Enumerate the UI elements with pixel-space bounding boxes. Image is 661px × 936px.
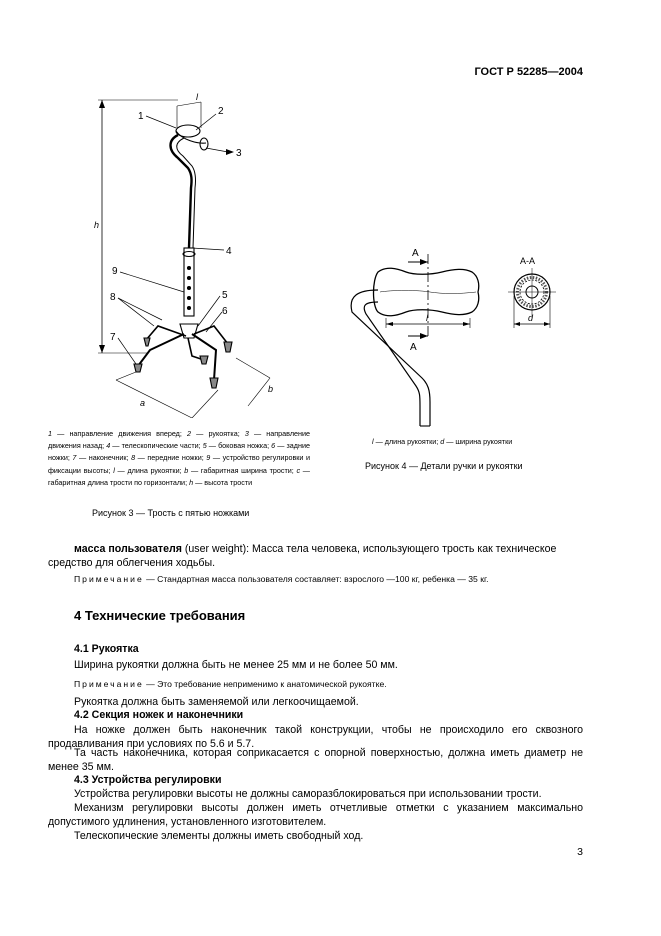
figure-4-legend: l — длина рукоятки; d — ширина рукоятки bbox=[372, 437, 513, 446]
fig3-label-9: 9 bbox=[112, 266, 118, 277]
s42-paragraph-1: На ножке должен быть наконечник такой конструкции, чтобы не происходило его сквозного продавливания при условиях по 5.6 и 5.7. bbox=[48, 724, 583, 750]
s43-paragraph-1: Устройства регулировки высоты не должны саморазблокироваться при использовании трости. bbox=[74, 788, 542, 800]
figure-3-legend bbox=[48, 428, 310, 489]
definition-paragraph: масса пользователя (user weight): Масса тела человека, использующего трость как техническое средство для облегчения ходьбы. bbox=[48, 543, 557, 569]
legend-item: l — длина рукоятки; bbox=[113, 465, 185, 475]
fig3-label-2: 2 bbox=[218, 106, 224, 117]
legend-item: 8 — передние ножки; bbox=[131, 453, 207, 463]
fig3-label-a: a bbox=[140, 398, 146, 408]
fig4-label-a-top: А bbox=[412, 248, 419, 259]
figure-3-cane-drawing bbox=[88, 88, 350, 418]
page-number: 3 bbox=[577, 846, 583, 858]
fig3-label-b: b bbox=[268, 384, 274, 394]
s41-note: Примечание — Это требование неприменимо к анатомической рукоятке. bbox=[74, 679, 387, 689]
section-4-heading: 4 Технические требования bbox=[74, 608, 246, 623]
legend-item: 2 — рукоятка; bbox=[187, 429, 245, 438]
legend-item: 9 — устройство регулировки и фиксации высоты; bbox=[48, 453, 310, 475]
legend-item: 1 — направление движения вперед; bbox=[48, 429, 188, 438]
fig3-label-3: 3 bbox=[236, 148, 242, 159]
fig3-label-l: l bbox=[196, 92, 198, 102]
legend-item: 7 — наконечник; bbox=[72, 453, 132, 463]
legend-item: 5 — боковая ножка; bbox=[202, 441, 272, 451]
s41-paragraph-1: Ширина рукоятки должна быть не менее 25 мм и не более 50 мм. bbox=[74, 659, 398, 671]
fig3-label-5: 5 bbox=[222, 290, 228, 301]
note-user-weight: Примечание — Стандартная масса пользователя составляет: взрослого —100 кг, ребенка — 35 кг. bbox=[74, 574, 489, 584]
s41-paragraph-2: Рукоятка должна быть заменяемой или легкоочищаемой. bbox=[74, 696, 359, 708]
legend-item: 4 — телескопические части; bbox=[106, 441, 203, 451]
figure-3-caption: Рисунок 3 — Трость с пятью ножками bbox=[92, 508, 250, 518]
fig4-label-section: А-А bbox=[520, 256, 536, 266]
fig3-label-h: h bbox=[94, 220, 100, 230]
s43-paragraph-3: Телескопические элементы должны иметь свободный ход. bbox=[74, 830, 364, 842]
document-number: ГОСТ Р 52285—2004 bbox=[474, 66, 583, 78]
section-4-3-heading: 4.3 Устройства регулировки bbox=[74, 774, 222, 786]
figure-4-caption: Рисунок 4 — Детали ручки и рукоятки bbox=[365, 461, 523, 471]
s42-paragraph-2: Та часть наконечника, которая соприкасается с опорной поверхностью, должна иметь диаметр не менее 35 мм. bbox=[48, 747, 583, 773]
legend-item: c — габаритная длина трости по горизонтали; bbox=[48, 465, 310, 487]
s43-paragraph-2: Механизм регулировки высоты должен иметь отчетливые отметки с указанием максимально допустимого удлинения, установленного изготовителем. bbox=[48, 802, 583, 828]
section-4-1-heading: 4.1 Рукоятка bbox=[74, 643, 139, 655]
fig4-label-d: d bbox=[528, 313, 534, 323]
legend-item: 3 — направление движения назад; bbox=[48, 429, 310, 451]
legend-item: h — высота трости bbox=[189, 477, 253, 487]
fig3-label-8: 8 bbox=[110, 292, 116, 303]
fig3-label-6: 6 bbox=[222, 306, 228, 317]
fig3-label-4: 4 bbox=[226, 246, 232, 257]
fig4-label-a-bottom: А bbox=[410, 342, 417, 353]
legend-item: 6 — задние ножки; bbox=[48, 441, 310, 463]
section-4-2-heading: 4.2 Секция ножек и наконечники bbox=[74, 709, 244, 721]
fig3-label-7: 7 bbox=[110, 332, 116, 343]
fig3-label-1: 1 bbox=[138, 111, 144, 122]
fig4-label-l: l bbox=[426, 313, 428, 323]
figure-4-handle-drawing bbox=[330, 240, 560, 430]
legend-item: b — габаритная ширина трости; bbox=[184, 465, 297, 475]
